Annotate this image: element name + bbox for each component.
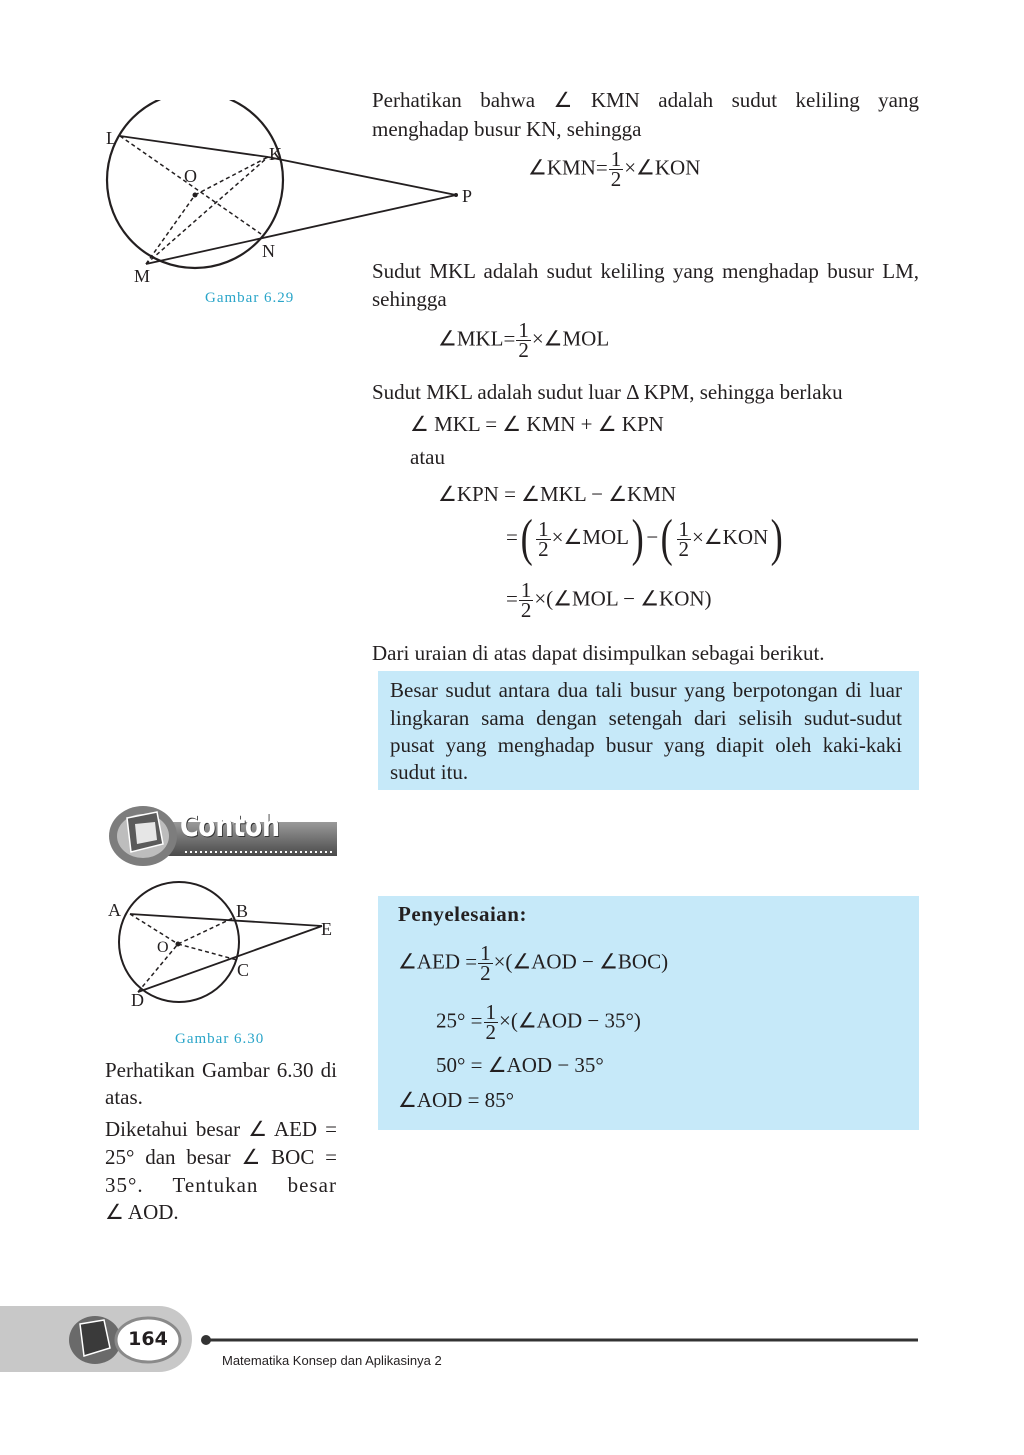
solution-eq2: 25° = $\frac{1}{2}$ ×(∠AOD − 35°): [436, 1000, 641, 1044]
fig2-label-A: A: [108, 900, 121, 920]
fig1-label-M: M: [134, 266, 151, 286]
text-atau: atau: [410, 445, 445, 469]
problem-line2: atas.: [105, 1085, 143, 1109]
fig1-label-N: N: [262, 241, 275, 261]
paragraph-kmn-line2: menghadap busur KN, sehingga: [372, 117, 642, 141]
theorem-line3: pusat yang menghadap busur yang diapit oleh kaki-kaki: [390, 733, 902, 757]
solution-eq3: 50° = ∠AOD − 35°: [436, 1053, 604, 1077]
fig1-label-L: L: [106, 128, 117, 148]
paragraph-mkl: Sudut MKL adalah sudut keliling yang menghadap busur LM,: [372, 259, 919, 283]
fig1-label-O: O: [184, 166, 197, 186]
fig2-label-D: D: [131, 990, 144, 1010]
paragraph-mkl-line2: sehingga: [372, 287, 447, 311]
problem-line5: 35°. Tentukan besar: [105, 1173, 337, 1197]
fraction-half: $\frac{1}{2}$: [518, 318, 529, 362]
solution-eq1: ∠AED = $\frac{1}{2}$ ×(∠AOD − ∠BOC): [398, 941, 669, 985]
problem-line1: Perhatikan Gambar 6.30 di: [105, 1058, 337, 1082]
fig2-label-B: B: [236, 901, 249, 921]
fig1-caption: Gambar 6.29: [205, 290, 295, 306]
equation-sum: ∠ MKL = ∠ KMN + ∠ KPN: [410, 412, 664, 436]
theorem-line2: lingkaran sama dengan setengah dari selisih sudut-sudut: [390, 706, 902, 730]
conclusion-intro: Dari uraian di atas dapat disimpulkan sebagai berikut.: [372, 641, 825, 665]
problem-line3: Diketahui besar ∠ AED =: [105, 1117, 337, 1141]
fig2-caption: Gambar 6.30: [175, 1031, 265, 1047]
fig1-label-P: P: [462, 186, 473, 206]
equation-mkl: ∠MKL= $\frac{1}{2}$ ×∠MOL: [438, 318, 610, 362]
problem-line6: ∠ AOD.: [105, 1200, 179, 1224]
equation-kmn: ∠KMN= $\frac{1}{2}$ ×∠KON: [528, 147, 701, 191]
fig2-label-C: C: [237, 960, 250, 980]
equation-kpn-step3: = $\frac{1}{2}$ ×(∠MOL − ∠KON): [506, 578, 712, 622]
page-number: 164: [128, 1328, 168, 1350]
fig1-label-K: K: [269, 144, 282, 164]
solution-title: Penyelesaian:: [398, 902, 527, 926]
paragraph-kmn: [372, 86, 919, 115]
theorem-line1: Besar sudut antara dua tali busur yang berpotongan di luar: [390, 678, 902, 702]
fig2-label-O: O: [157, 939, 169, 956]
paragraph-outer-angle: Sudut MKL adalah sudut luar Δ KPM, sehingga berlaku: [372, 380, 843, 404]
solution-eq4: ∠AOD = 85°: [398, 1088, 515, 1112]
equation-kpn-step2: =( $\frac{1}{2}$ ×∠MOL) −( $\frac{1}{2}$ ×∠KON): [506, 510, 783, 567]
fraction-half: $\frac{1}{2}$: [610, 147, 622, 191]
theorem-line4: sudut itu.: [390, 760, 469, 784]
problem-line4: 25° dan besar ∠ BOC =: [105, 1145, 337, 1169]
book-title: Matematika Konsep dan Aplikasinya 2: [222, 1353, 442, 1368]
equation-kpn: ∠KPN = ∠MKL − ∠KMN: [438, 482, 677, 506]
contoh-title: Contoh: [180, 809, 280, 844]
fig2-label-E: E: [321, 919, 332, 939]
paragraph-kmn-line1: Perhatikan bahwa ∠ KMN adalah sudut keliling yang: [372, 88, 919, 112]
